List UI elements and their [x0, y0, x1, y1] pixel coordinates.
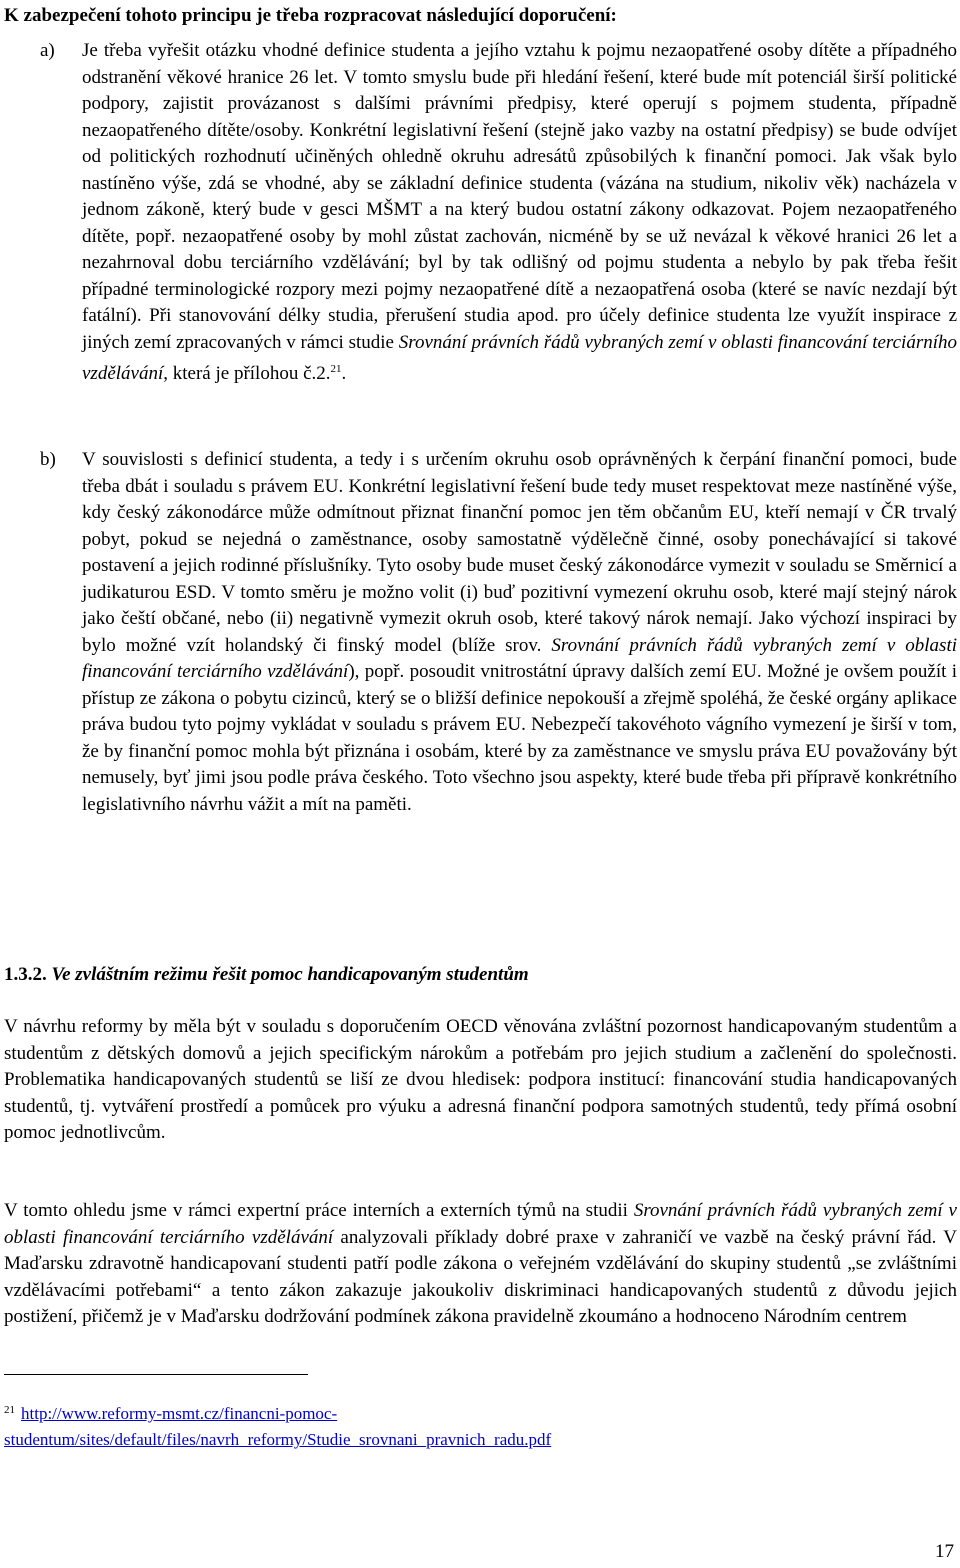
paragraph-1: V návrhu reformy by měla být v souladu s doporučením OECD věnována zvláštní pozornost handicapovaným studentům a studentům z dětských domovů a jejich specifickým nárokům a potřebám pro jejich studium a začlenění do společnosti. Problematika handicapovaných studentů se liší ze dvou hledisek: podpora institucí: financování studia handicapovaných studentů, tj. vytváření prostředí a pomůcek pro výuku a adresná finanční podpora samotných studentů, tedy přímá osobní pomoc jednotlivcům.: [4, 1016, 957, 1144]
section-number: 1.3.2.: [4, 964, 47, 985]
study-title-italic: Srovnání právních řádů vybraných zemí v oblasti financování terciárního vzdělávání: [4, 1200, 957, 1248]
recommendation-a-text: Je třeba vyřešit otázku vhodné definice studenta a jejího vztahu k pojmu nezaopatřené osoby dítěte a případného odstranění věkové hranice 26 let. V tomto smyslu bude při hledání řešení, které bude mít potenciál širší politické podpory, zajistit provázanost s dalšími právními předpisy, které operují s pojmem studenta, případně nezaopatřeného dítěte/osoby. Konkrétní legislativní řešení (stejně jako vazby na ostatní předpisy) se bude odvíjet od politických rozhodnutí učiněných ohledně okruhu adresátů způsobilých k finanční pomoci. Jak však bylo nastíněno výše, zdá se vhodné, aby se základní definice studenta (vázána na studium, nikoliv věk) nacházela v jednom zákoně, který bude v gesci MŠMT a na který budou ostatní zákony odkazovat. Pojem nezaopatřeného dítěte, popř. nezaopatřené osoby by mohl zůstat zachován, nicméně by se už nevázal k věkové hranici 26 let a nezahrnoval dobu terciárního vzdělávání; byl by tak odlišný od pojmu studenta a nebylo by pak třeba řešit případné terminologické rozpory mezi pojmy nezaopatřené dítě a nezaopatřená osoba (které se navíc nezdají být fatální). Při stanovování délky studia, přerušení studia apod. pro účely definice studenta lze využít inspirace z jiných zemí zpracovaných v rámci studie Srovnání právních řádů vybraných zemí v oblasti financování terciárního vzdělávání, která je přílohou č.2.21.: [82, 40, 957, 384]
section-heading: [4, 963, 954, 987]
page-number: 17: [935, 1541, 954, 1562]
section-title: Ve zvláštním režimu řešit pomoc handicapovaným studentům: [51, 964, 529, 985]
footnote-number: 21: [4, 1404, 15, 1416]
footnote-link-continued[interactable]: studentum/sites/default/files/navrh_reformy/Studie_srovnani_pravnich_radu.pdf: [4, 1430, 552, 1449]
item-label-b: b): [40, 449, 56, 470]
footnote-link[interactable]: http://www.reformy-msmt.cz/financni-pomoc-: [21, 1404, 338, 1423]
recommendations-heading: K zabezpečení tohoto principu je třeba rozpracovat následující doporučení:: [4, 5, 617, 26]
item-label-a: a): [40, 40, 55, 61]
recommendation-b: [40, 447, 957, 818]
footnote-separator: [4, 1374, 308, 1375]
study-title-italic: Srovnání právních řádů vybraných zemí v oblasti financování terciárního vzdělávání: [82, 634, 958, 682]
paragraph-2: V tomto ohledu jsme v rámci expertní práce interních a externích týmů na studii Srovnání právních řádů vybraných zemí v oblasti financování terciárního vzdělávání analyzovali příklady dobré praxe v zahraničí ve vazbě na český právní řád. V Maďarsku zdravotně handicapovaní studenti patří podle zákona o veřejném vzdělávání do skupiny studentů „se zvláštními vzdělávacími potřebami“ a tento zákon zakazuje jakoukoliv diskriminaci handicapovaných studentů z důvodu jejich postižení, přičemž je v Maďarsku dodržování podmínek zákona pravidelně zkoumáno a hodnoceno Národním centrem: [4, 1200, 957, 1328]
footnote-reference[interactable]: 21: [330, 363, 342, 375]
recommendation-b-text: V souvislosti s definicí studenta, a tedy i s určením okruhu osob oprávněných k čerpání finanční pomoci, bude třeba dbát i souladu s právem EU. Konkrétní legislativní řešení bude tedy muset respektovat meze nastíněné výše, kdy český zákonodárce může odmítnout přiznat finanční pomoc jen těm občanům EU, kteří nemají v ČR trvalý pobyt, pokud se nejedná o zaměstnance, osoby samostatně výdělečně činné, osoby ponechávající si takové postavení a jejich rodinné příslušníky. Tyto osoby bude muset český zákonodárce vymezit v souladu se Směrnicí a judikaturou ESD. V tomto směru je možno volit (i) buď pozitivní vymezení okruhu osob, které mají stejný nárok jako čeští občané, nebo (ii) negativně vymezit okruh osob, které takový nárok nemají. Jako výchozí inspiraci by bylo možné vzít holandský či finský model (blíže srov. Srovnání právních řádů vybraných zemí v oblasti financování terciárního vzdělávání), popř. posoudit vnitrostátní úpravy dalších zemí EU. Možné je ovšem použít i přístup ze zákona o pobytu cizinců, který se o bližší definice nepokouší a zřejmě spoléhá, že české orgány aplikace práva budou tyto pojmy vykládat v souladu s právem EU. Nebezpečí takovéhoto vágního vymezení je širší v tom, že by finanční pomoc mohla být přiznána i osobám, které by za zaměstnance ve smyslu práva EU považovány být nemusely, byť jimi jsou podle práva českého. Toto všechno jsou aspekty, které bude třeba při přípravě konkrétního legislativního návrhu vážit a mít na paměti.: [82, 449, 958, 815]
study-title-italic: Srovnání právních řádů vybraných zemí v oblasti financování terciárního vzdělávání: [82, 331, 957, 384]
recommendation-a: [40, 38, 957, 388]
footnote-21: [4, 1397, 764, 1453]
